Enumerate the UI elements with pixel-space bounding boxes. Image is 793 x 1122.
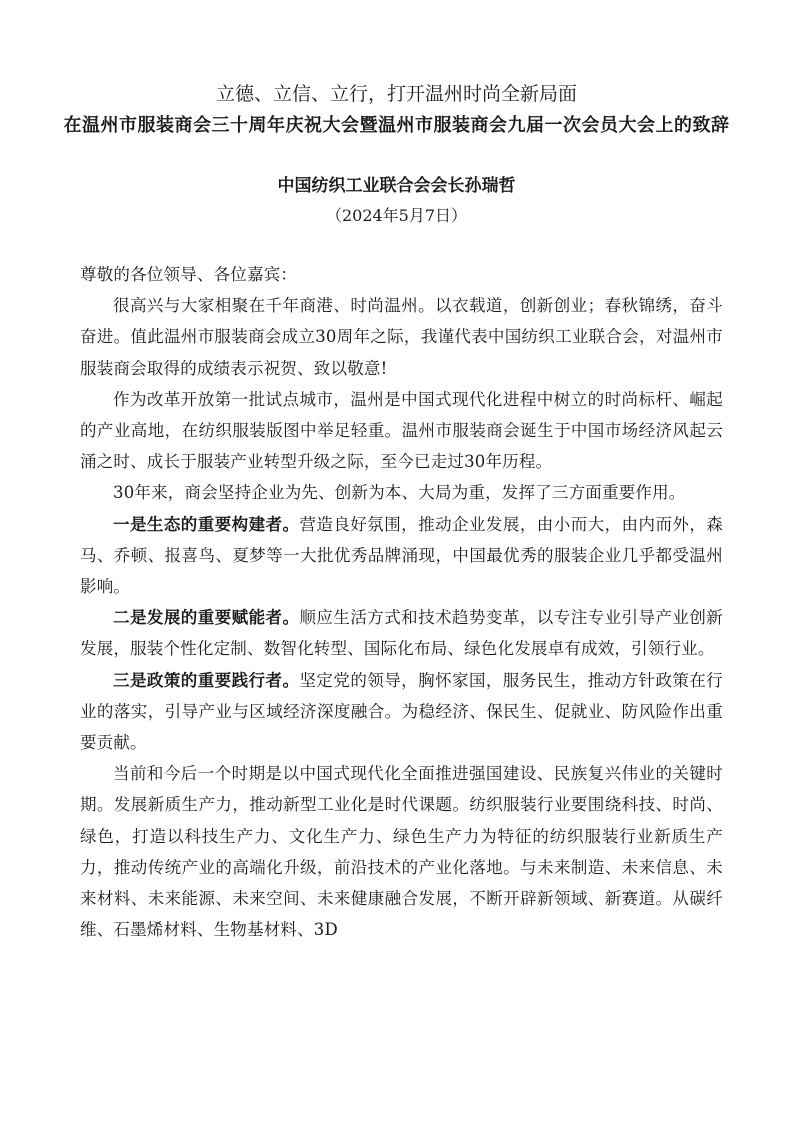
speaker-line: 中国纺织工业联合会会长孙瑞哲 [277,176,516,196]
paragraph-text: 30年来，商会坚持企业为先、创新为本、大局为重，发挥了三方面重要作用。 [113,483,686,503]
paragraph-lead: 二是发展的重要赋能者。 [113,608,300,628]
paragraph [80,665,723,759]
paragraph [80,477,723,508]
paragraph-text: 坚定党的领导，胸怀家国，服务民生，推动方针政策在行业的落实，引导产业与区域经济深度融合。为稳经济、保民生、促就业、防风险作出重要贡献。 [80,670,724,753]
document-title: 立德、立信、立行，打开温州时尚全新局面 [215,83,577,105]
paragraph-text: 很高兴与大家相聚在千年商港、时尚温州。以衣载道，创新创业；春秋锦绣，奋斗奋进。值此温州市服装商会成立30周年之际，我谨代表中国纺织工业联合会，对温州市服装商会取得的成绩表示祝贺、致以敬意! [80,296,723,378]
paragraph-lead: 一是生态的重要构建者。 [113,514,300,534]
paragraph [80,290,723,384]
salutation: 尊敬的各位领导、各位嘉宾： [80,265,298,284]
speech-body [80,259,723,945]
paragraph [80,384,723,478]
speech-date: （2024年5月7日） [325,206,468,225]
document-subtitle: 在温州市服装商会三十周年庆祝大会暨温州市服装商会九届一次会员大会上的致辞 [63,115,730,136]
paragraph [80,758,723,945]
paragraph [80,509,723,603]
paragraph-lead: 三是政策的重要践行者。 [113,670,300,690]
paragraph [80,602,723,664]
paragraph-text: 营造良好氛围，推动企业发展，由小而大，由内而外，森马、乔顿、报喜鸟、夏梦等一大批优秀品牌涌现，中国最优秀的服装企业几乎都受温州影响。 [80,514,724,597]
paragraph-text: 顺应生活方式和技术趋势变革，以专注专业引导产业创新发展，服装个性化定制、数智化转型、国际化布局、绿色化发展卓有成效，引领行业。 [80,608,724,659]
paragraph-text: 作为改革开放第一批试点城市，温州是中国式现代化进程中树立的时尚标杆、崛起的产业高地，在纺织服装版图中举足轻重。温州市服装商会诞生于中国市场经济风起云涌之时、成长于服装产业转型升级之际，至今已走过30年历程。 [80,389,723,472]
paragraph-text: 当前和今后一个时期是以中国式现代化全面推进强国建设、民族复兴伟业的关键时期。发展新质生产力，推动新型工业化是时代课题。纺织服装行业要围绕科技、时尚、绿色，打造以科技生产力、文化生产力、绿色生产力为特征的纺织服装行业新质生产力，推动传统产业的高端化升级，前沿技术的产业化落地。与未来制造、未来信息、未来材料、未来能源、未来空间、未来健康融合发展，不断开辟新领域、新赛道。从碳纤维、石墨烯材料、生物基材料、3D [80,764,723,940]
